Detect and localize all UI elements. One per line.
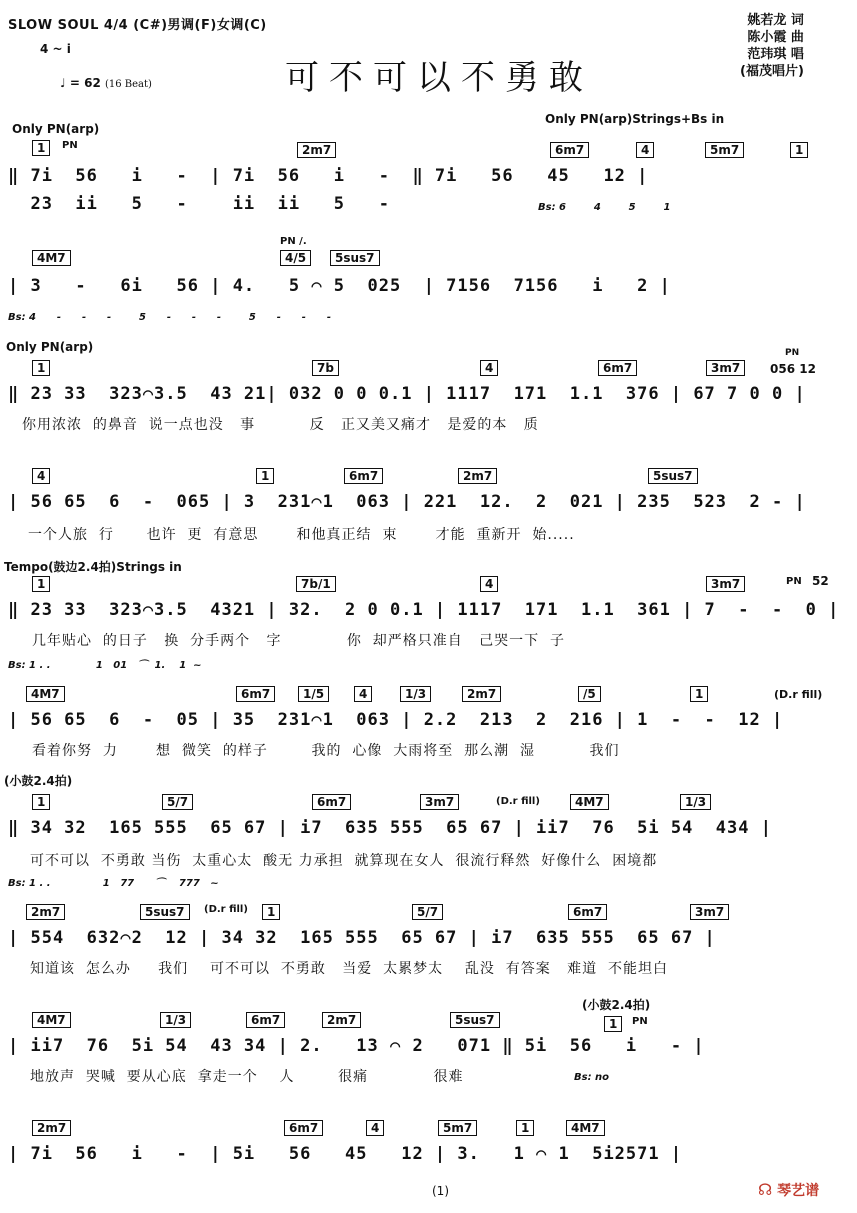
tempo-value: = 62 [69,76,101,90]
chord-box: 5sus7 [140,904,190,920]
bass-line: Bs: no [574,1072,610,1083]
chord-box: 7b/1 [296,576,336,592]
chord-box: 5sus7 [450,1012,500,1028]
chord-box: 1 [32,360,50,376]
credits [740,12,804,80]
chord-box: 2m7 [26,904,65,920]
chord-box: 4 [366,1120,384,1136]
notes-line: ‖ 7i 56 i - | 7i 56 i - ‖ 7i 56 45 12 | [8,166,649,186]
notes-line: | 56 65 6 - 065 | 3 231⌒1 063 | 221 12. 2 021 | 235 523 2 - | [8,492,806,512]
lyrics-line: 你用浓浓 的鼻音 说一点也没 事 反 正又美又痛才 是爱的本 质 [22,417,539,433]
chord-box: 4M7 [32,1012,71,1028]
notes-line: | 56 65 6 - 05 | 35 231⌒1 063 | 2.2 213 2 216 | 1 - - 12 | [8,710,784,730]
lyricist: 姚若龙 词 [747,13,804,28]
lyrics-line: 可不可以 不勇敢 当伤 太重心太 酸无 力承担 就算现在女人 很流行释然 好像什么 困境都 [30,853,658,869]
page-title: 可不可以不勇敢 [285,58,593,98]
drum-fill-note: (D.r fill) [496,796,540,807]
chord-box: 5sus7 [648,468,698,484]
chord-box: 2m7 [32,1120,71,1136]
lyrics-line: 知道该 怎么办 我们 可不可以 不勇敢 当爱 太累梦太 乱没 有答案 难道 不能坦白 [30,961,669,977]
chord-box: 3m7 [690,904,729,920]
bass-line: Bs: 4 - - - 5 - - - 5 - - - [8,312,331,323]
chord-box: 1 [32,576,50,592]
drum-fill-note: (D.r fill) [204,904,248,915]
chord-box: 4 [354,686,372,702]
pn-mark: PN [786,576,802,587]
pickup-notes: 056 12 [770,362,816,376]
chord-box: 6m7 [284,1120,323,1136]
chord-box: 4 [636,142,654,158]
chord-box: 4M7 [570,794,609,810]
record-label: (福茂唱片) [740,64,804,79]
chord-box: 5sus7 [330,250,380,266]
chord-box: 6m7 [236,686,275,702]
pickup-notes: 52 [812,574,829,588]
section-annotation: Only PN(arp) [12,122,100,136]
chord-box: 1 [262,904,280,920]
chord-box: 1/5 [298,686,329,702]
section-annotation: Tempo(鼓边2.4拍)Strings in [4,560,182,574]
bass-line: Bs: 6 4 5 1 [538,202,671,213]
chord-box: 4 [32,468,50,484]
chord-box: 6m7 [568,904,607,920]
chord-box: 1 [790,142,808,158]
notes-line: ‖ 23 33 323⌒3.5 43 21| 032 0 0 0.1 | 1117 171 1.1 376 | 67 7 0 0 | [8,384,806,404]
chord-box: 5m7 [438,1120,477,1136]
section-annotation: (小鼓2.4拍) [4,774,73,788]
chord-box: 2m7 [322,1012,361,1028]
notes-line: | 3 - 6i 56 | 4. 5 ⌒ 5 025 | 7156 7156 i 2 | [8,276,671,296]
chord-box: 6m7 [312,794,351,810]
composer: 陈小霞 曲 [747,30,804,45]
chord-box: 6m7 [344,468,383,484]
chord-box: 5/7 [162,794,193,810]
pn-mark: PN [632,1016,648,1027]
notes-line: | 7i 56 i - | 5i 56 45 12 | 3. 1 ⌒ 1 5i2571 | [8,1144,683,1164]
notes-line: ‖ 34 32 165 555 65 67 | i7 635 555 65 67 | ii7 76 5i 54 434 | [8,818,772,838]
beat-label: (16 Beat) [104,79,152,90]
chord-box: 6m7 [550,142,589,158]
range-label: 4 ~ i [40,42,71,56]
chord-box: 1 [690,686,708,702]
lyrics-line: 一个人旅 行 也许 更 有意思 和他真正结 束 才能 重新开 始..... [28,527,575,543]
bass-line: Bs: 1 . . 1 01 ⌒ 1. 1 ~ [8,660,202,671]
chord-box: 1 [604,1016,622,1032]
chord-box: 2m7 [462,686,501,702]
logo-text: 琴艺谱 [777,1183,820,1199]
bass-line: Bs: 1 . . 1 77 ⌒ 777 ~ [8,878,219,889]
pn-mark: PN /. [280,236,307,247]
section-annotation: Only PN(arp) [6,340,94,354]
chord-box: 2m7 [297,142,336,158]
pn-mark: PN [785,348,800,358]
chord-box: 5/7 [412,904,443,920]
chord-box: 5m7 [705,142,744,158]
chord-box: 4 [480,360,498,376]
chord-box: 4M7 [26,686,65,702]
chord-box: 1/3 [680,794,711,810]
chord-box: 7b [312,360,339,376]
chord-box: 4M7 [32,250,71,266]
notes-line-lower: 23 ii 5 - ii ii 5 - [8,194,413,214]
chord-box: 3m7 [706,360,745,376]
notes-line: | 554 632⌒2 12 | 34 32 165 555 65 67 | i7 635 555 65 67 | [8,928,716,948]
site-logo [758,1180,819,1200]
quarter-note-icon: ♩ [60,76,66,90]
tempo-line [60,76,152,90]
chord-box: 4/5 [280,250,311,266]
style-line: SLOW SOUL 4/4 (C#)男调(F)女调(C) [8,18,267,33]
chord-box: 2m7 [458,468,497,484]
lyrics-line: 几年贴心 的日子 换 分手两个 字 你 却严格只准自 己哭一下 子 [32,633,566,649]
lyrics-line: 地放声 哭喊 要从心底 拿走一个 人 很痛 很难 [30,1069,464,1085]
logo-icon: ☊ [758,1180,773,1199]
chord-box: 6m7 [246,1012,285,1028]
chord-box: 4M7 [566,1120,605,1136]
lyrics-line: 看着你努 力 想 微笑 的样子 我的 心像 大雨将至 那么潮 湿 我们 [32,743,620,759]
drum-fill-note: (D.r fill) [774,688,823,701]
notes-line: | ii7 76 5i 54 43 34 | 2. 13 ⌒ 2 071 ‖ 5i 56 i - | [8,1036,705,1056]
chord-box: 3m7 [420,794,459,810]
notes-line: ‖ 23 33 323⌒3.5 4321 | 32. 2 0 0.1 | 1117 171 1.1 361 | 7 - - 0 | [8,600,840,620]
singer: 范玮琪 唱 [747,47,804,62]
chord-box: 1 [516,1120,534,1136]
chord-box: 1/3 [160,1012,191,1028]
section-annotation-right: Only PN(arp)Strings+Bs in [545,112,725,126]
chord-box: 1 [256,468,274,484]
chord-box: 1 [32,140,50,156]
chord-box: 1 [32,794,50,810]
chord-box: 1/3 [400,686,431,702]
page-number: (1) [432,1184,449,1198]
chord-box: 6m7 [598,360,637,376]
section-annotation-right: (小鼓2.4拍) [582,998,651,1012]
chord-box: 3m7 [706,576,745,592]
pn-mark: PN [62,140,78,151]
chord-box: /5 [578,686,601,702]
chord-box: 4 [480,576,498,592]
